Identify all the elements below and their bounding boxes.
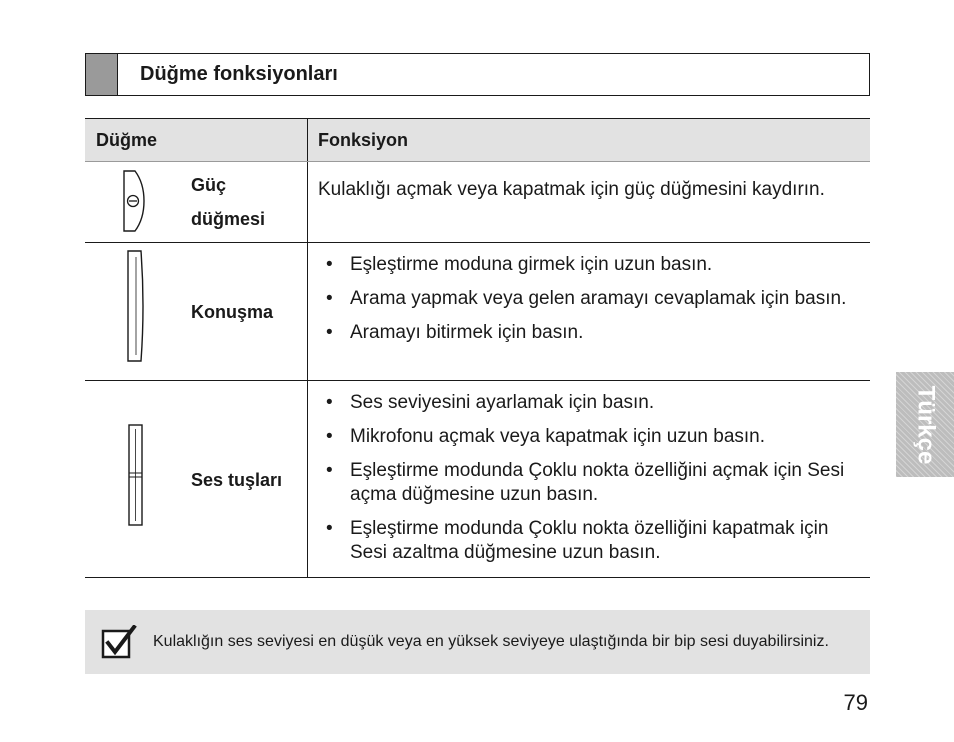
list-item: • Arama yapmak veya gelen aramayı cevaplamak için basın. <box>318 287 862 311</box>
talk-button-label: Konuşma <box>191 302 274 322</box>
power-switch-icon <box>122 169 146 233</box>
page-number: 79 <box>843 690 868 715</box>
header-button: Düğme <box>85 119 308 161</box>
header-function: Fonksiyon <box>318 129 409 150</box>
power-button-label: Güç düğmesi <box>191 175 266 229</box>
volume-keys-icon <box>126 423 146 527</box>
table-row <box>85 162 870 243</box>
list-item: • Ses seviyesini ayarlamak için basın. <box>318 391 862 415</box>
language-tab <box>896 372 954 477</box>
section-header <box>85 53 870 96</box>
list-item: • Eşleştirme modunda Çoklu nokta özelliğini kapatmak için Sesi azaltma düğmesine uzun basın. <box>318 517 862 565</box>
table-header-row <box>85 118 870 162</box>
list-item: • Eşleştirme moduna girmek için uzun basın. <box>318 253 862 277</box>
button-function-table <box>85 118 870 578</box>
list-item: • Aramayı bitirmek için basın. <box>318 321 862 345</box>
volume-keys-label: Ses tuşları <box>191 470 283 490</box>
note-text: Kulaklığın ses seviyesi en düşük veya en yüksek seviyeye ulaştığında bir bip sesi duyabilirsiniz. <box>153 633 829 650</box>
talk-button-functions <box>318 243 862 345</box>
list-item: • Mikrofonu açmak veya kapatmak için uzun basın. <box>318 425 862 449</box>
section-marker <box>86 54 118 95</box>
table-row <box>85 243 870 381</box>
talk-button-icon <box>125 249 147 363</box>
note-box <box>85 610 870 674</box>
language-tab-label: Türkçe <box>912 385 940 464</box>
power-button-description: Kulaklığı açmak veya kapatmak için güç düğmesini kaydırın. <box>318 179 825 200</box>
volume-keys-functions <box>318 381 862 565</box>
list-item: • Eşleştirme modunda Çoklu nokta özelliğini açmak için Sesi açma düğmesine uzun basın. <box>318 459 862 507</box>
section-title: Düğme fonksiyonları <box>140 63 338 85</box>
checkmark-icon <box>101 625 137 659</box>
table-row <box>85 381 870 578</box>
